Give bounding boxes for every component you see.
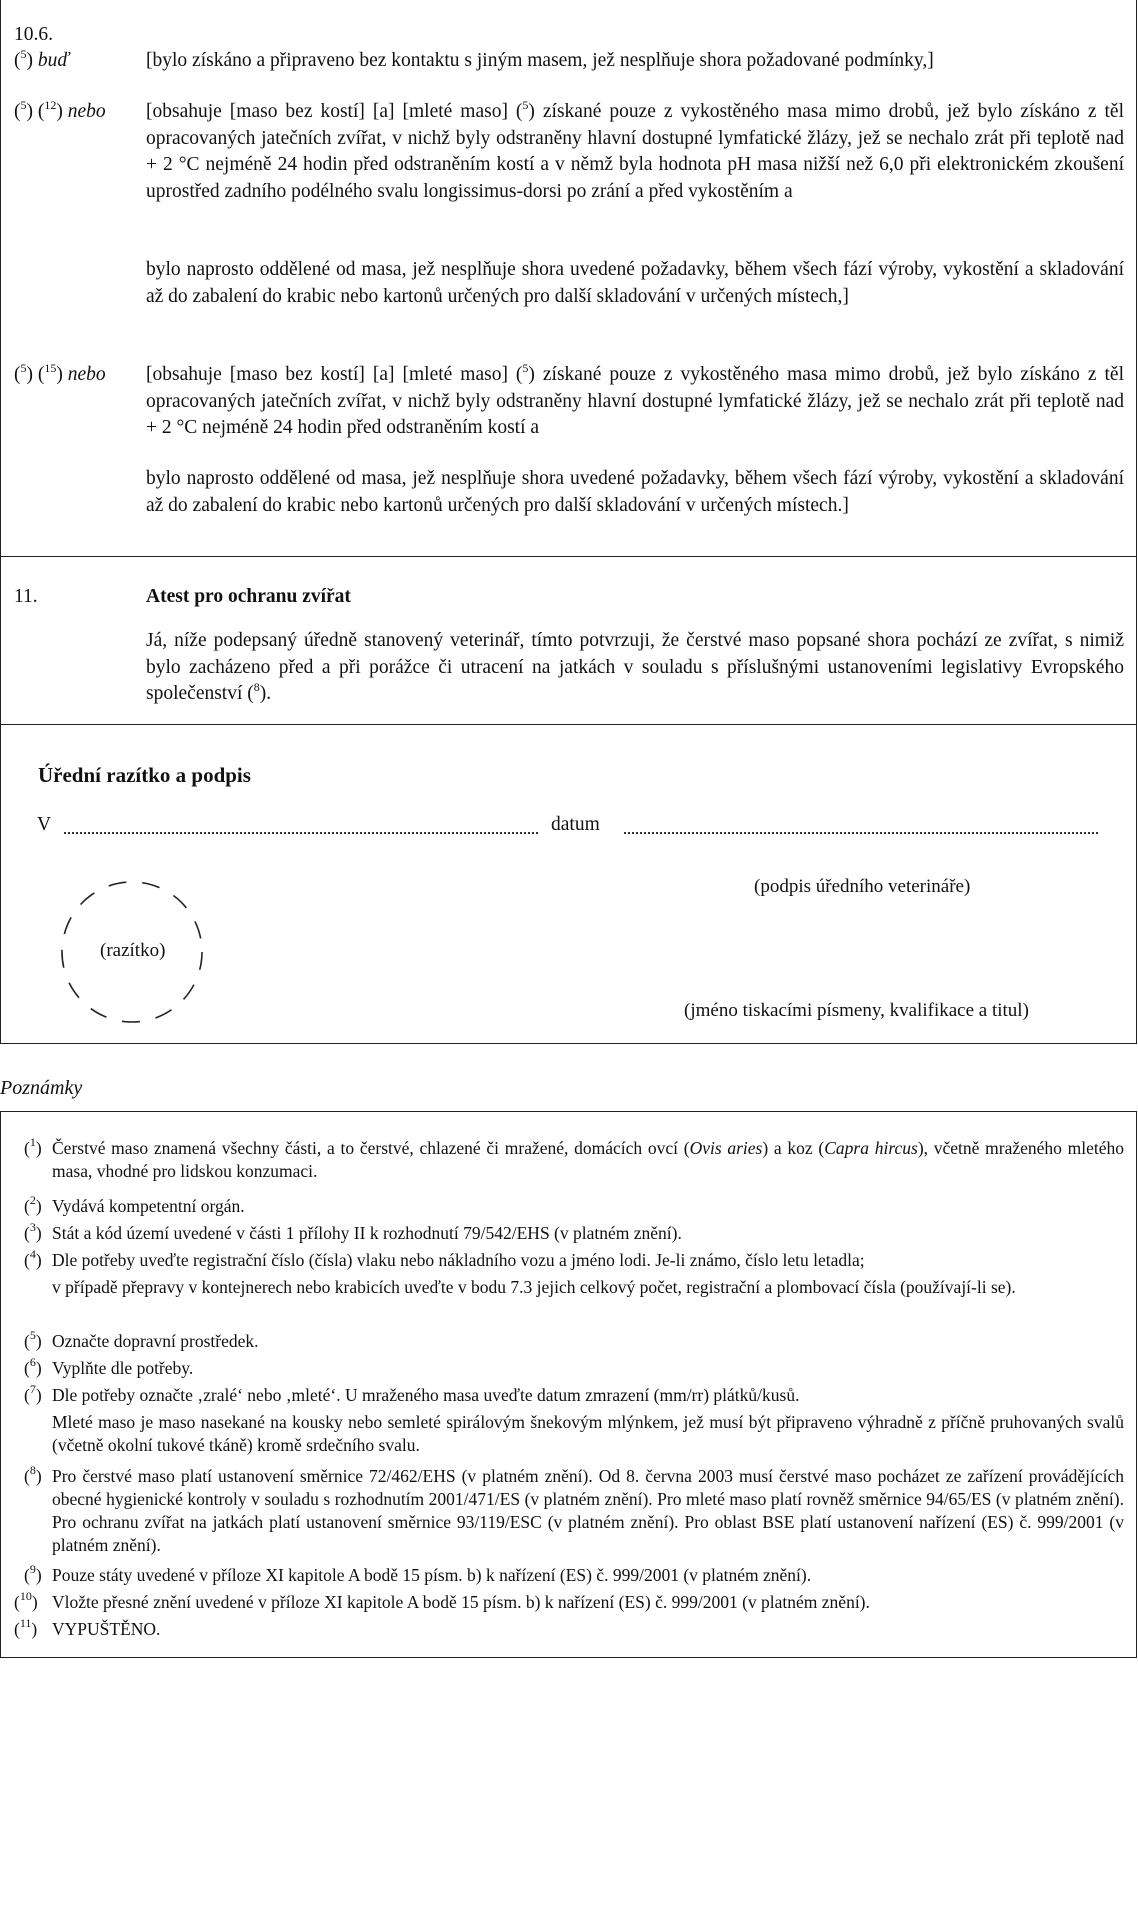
place-field[interactable] bbox=[64, 832, 538, 834]
divider-10-11 bbox=[0, 556, 1137, 557]
option-text-nebo-15: [obsahuje [maso bez kostí] [a] [mleté maso] ($^5$) získané pouze z vykostěného masa mimo drobů, jež bylo získáno z těl opracovaných jatečních zvířat, v nichž byly odstraněny hlavní dostupné lymfatické žlázy, jež se nechalo zrát při teplotě nad + 2 °C nejméně 24 hodin před odstraněním kostí a bbox=[146, 360, 1124, 438]
note-9-text: Pouze státy uvedené v příloze XI kapitole A bodě 15 písm. b) k nařízení (ES) č. 999/2001 (v platném znění). bbox=[52, 1565, 812, 1585]
section-number-11: 11. bbox=[14, 586, 38, 607]
option-text-bud: [bylo získáno a připraveno bez kontaktu s jiným masem, jež nesplňuje shora požadované podmínky,] bbox=[146, 50, 934, 71]
note-4-text-cont: v případě přepravy v kontejnerech nebo krabicích uveďte v bodu 7.3 jejich celkový počet, registrační a plombovací čísla (používají-li se). bbox=[52, 1277, 1016, 1297]
option-label-bud: ($^5$) buď bbox=[14, 46, 70, 71]
option-label-nebo-15: ($^5$) ($^{15}$) nebo bbox=[14, 360, 106, 385]
note-11-num: ($^{11}$) bbox=[14, 1616, 38, 1639]
name-qualification-label: (jméno tiskacími písmeny, kvalifikace a titul) bbox=[684, 1000, 1029, 1021]
note-5-num: ($^5$) bbox=[24, 1328, 42, 1351]
section-title-11: Atest pro ochranu zvířat bbox=[146, 586, 351, 607]
note-8-num: ($^8$) bbox=[24, 1463, 42, 1486]
option-text-nebo-12: [obsahuje [maso bez kostí] [a] [mleté maso] ($^5$) získané pouze z vykostěného masa mimo drobů, jež bylo získáno z těl opracovaných jatečních zvířat, v nichž byly odstraněny hlavní dostupné lymfatické žlázy, jež se nechalo zrát při teplotě nad + 2 °C nejméně 24 hodin před odstraněním kostí a v němž byla hodnota pH masa nižší než 6,0 při elektronickém zkoušení uprostřed zadního podélného svalu longissimus-dorsi po zrání a před vykostěním a bbox=[146, 97, 1124, 202]
note-11-text: VYPUŠTĚNO. bbox=[52, 1619, 161, 1639]
note-3-num: ($^3$) bbox=[24, 1220, 42, 1243]
option-text-nebo-12-cont: bylo naprosto oddělené od masa, jež nesplňuje shora uvedené požadavky, během všech fází výroby, vykostění a skladování až do zabalení do krabic nebo kartonů určených pro další skladování v určených místech,] bbox=[146, 259, 1124, 307]
note-1-num: ($^1$) bbox=[24, 1135, 42, 1158]
note-10-text: Vložte přesné znění uvedené v příloze XI kapitole A bodě 15 písm. b) k nařízení (ES) č. 999/2001 (v platném znění). bbox=[52, 1592, 870, 1612]
note-9-num: ($^9$) bbox=[24, 1562, 42, 1585]
signature-title: Úřední razítko a podpis bbox=[38, 763, 251, 787]
note-6-text: Vyplňte dle potřeby. bbox=[52, 1358, 194, 1378]
section-number-10-6: 10.6. bbox=[14, 24, 53, 45]
option-text-nebo-15-cont: bylo naprosto oddělené od masa, jež nesplňuje shora uvedené požadavky, během všech fází výroby, vykostění a skladování až do zabalení do krabic nebo kartonů určených pro další skladování v určených místech.] bbox=[146, 468, 1124, 516]
notes-heading: Poznámky bbox=[0, 1077, 83, 1099]
place-label: V bbox=[37, 814, 52, 835]
note-7-text: Dle potřeby označte ‚zralé‘ nebo ‚mleté‘. U mraženého masa uveďte datum zmrazení (mm/rr) plátků/kusů. bbox=[52, 1385, 800, 1405]
note-8-text: Pro čerstvé maso platí ustanovení směrnice 72/462/EHS (v platném znění). Od 8. června 2003 musí čerstvé maso pocházet ze zařízení provádějících obecné hygienické kontroly v souladu s rozhodnutím 2001/471/ES (v platném znění). Pro mleté maso platí rovněž směrnice 94/65/ES (v platném znění). Pro ochranu zvířat na jatkách platí ustanovení směrnice 93/119/ESC (v platném znění). Pro oblast BSE platí ustanovení nařízení (ES) č. 999/2001 (v platném znění). bbox=[52, 1466, 1124, 1555]
option-label-nebo-12: ($^5$) ($^{12}$) nebo bbox=[14, 97, 106, 122]
date-field[interactable] bbox=[624, 832, 1098, 834]
note-2-text: Vydává kompetentní orgán. bbox=[52, 1196, 245, 1216]
note-2-num: ($^2$) bbox=[24, 1193, 42, 1216]
date-label: datum bbox=[551, 814, 600, 835]
note-6-num: ($^6$) bbox=[24, 1355, 42, 1378]
note-1-text: Čerstvé maso znamená všechny části, a to čerstvé, chlazené či mražené, domácích ovcí (Ovis aries) a koz (Capra hircus), včetně mraženého mletého masa, vhodné pro lidskou konzumaci. bbox=[52, 1138, 1124, 1181]
divider-11-signature bbox=[0, 724, 1137, 725]
stamp-label: (razítko) bbox=[100, 940, 166, 961]
note-5-text: Označte dopravní prostředek. bbox=[52, 1331, 259, 1351]
vet-signature-label: (podpis úředního veterináře) bbox=[754, 876, 971, 897]
section-text-11: Já, níže podepsaný úředně stanovený veterinář, tímto potvrzuji, že čerstvé maso popsané shora pochází ze zvířat, s nimiž bylo zacházeno před a při porážce či utracení na jatkách v souladu s příslušnými ustanoveními legislativy Evropského společenství ($^8$). bbox=[146, 630, 1124, 704]
note-3-text: Stát a kód území uvedené v části 1 přílohy II k rozhodnutí 79/542/EHS (v platném znění). bbox=[52, 1223, 682, 1243]
note-7-text-cont: Mleté maso je maso nasekané na kousky nebo semleté spirálovým šnekovým mlýnkem, jež musí být připraveno výhradně z příčně pruhovaných svalů (včetně okolní tukové tkáně) kromě srdečního svalu. bbox=[52, 1412, 1124, 1455]
note-10-num: ($^{10}$) bbox=[14, 1589, 38, 1612]
note-7-num: ($^7$) bbox=[24, 1382, 42, 1405]
note-4-text: Dle potřeby uveďte registrační číslo (čísla) vlaku nebo nákladního vozu a jméno lodi. Je-li známo, číslo letu letadla; bbox=[52, 1250, 865, 1270]
note-4-num: ($^4$) bbox=[24, 1247, 42, 1270]
